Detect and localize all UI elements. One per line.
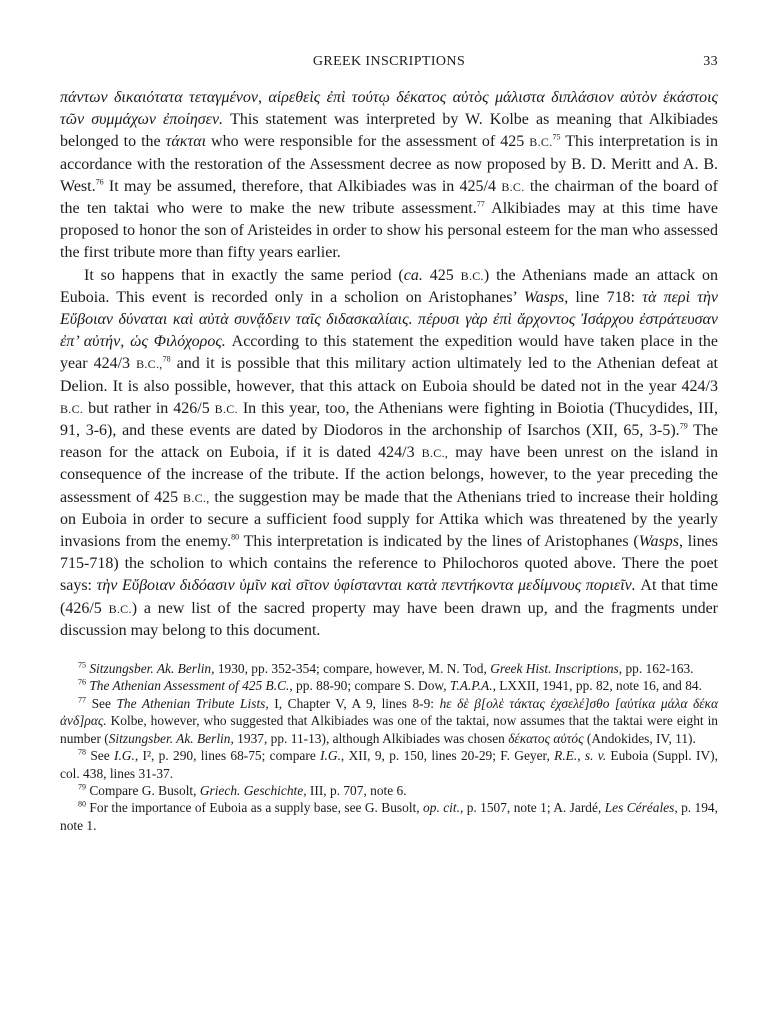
footnote-text: , XII, 9, p. 150, lines 20-29; F. Geyer, [340, 748, 555, 764]
footnote-text: , III, p. 707, note 6. [303, 782, 407, 798]
text-run: ) the Athenians made an attack on Euboia. This event is recorded only in a scholion on Aristophanes’ [60, 266, 719, 306]
footnote-text: hε δὲ β[ολὲ τάκτας ἐχσελέ]σθο [αὐτίκα μάλα δέκα ἀνδ]ρας. [60, 695, 718, 729]
footnote-text: Greek Hist. Inscriptions [490, 661, 619, 677]
text-run: According to this statement the expedition would have taken place in the year 424/3 [60, 333, 718, 373]
text-run: In this year, too, the Athenians were fighting in Boiotia (Thucydides, III, 91, 3-6), and these events are dated by Diodoros in the archonship of Isarchos (XII, 65, 3-5). [60, 399, 719, 440]
footnote-78 [60, 747, 718, 782]
text-run: and it is possible that this military action ultimately led to the Athenian defeat at Delion. It is also possible, however, that this attack on Euboia should be dated not in the year 424/3 [60, 355, 718, 395]
footnote-text: Les Céréales [604, 800, 675, 816]
footnote-text: Compare G. Busolt, [89, 782, 200, 798]
era-abbrev: B.C., [136, 357, 163, 372]
footnote-ref-78[interactable]: 78 [162, 355, 171, 365]
footnote-text: The Athenian Assessment of 425 B.C. [89, 678, 290, 694]
footnote-text: See [90, 748, 114, 764]
footnote-text: I.G. [114, 748, 135, 764]
greek-quote: πάντων δικαιότατα τεταγμένον, αἱρεθεὶς ἐπὶ τούτῳ δέκατος αὐτὸς μάλιστα διπλάσιον αὐτὸν ἑκάστοις τῶν συμμάχων ἐποίησεν. [60, 89, 718, 129]
era-abbrev: B.C. [501, 179, 525, 194]
footnote-text: Sitzungsber. Ak. Berlin [89, 661, 212, 677]
era-abbrev: B.C., [421, 446, 449, 461]
text-run: may have been unrest on the island in consequence of the increase of the tribute. If the action belongs, however, to the year preceding the assessment of 425 [60, 444, 719, 506]
running-head [60, 54, 718, 80]
footnote-text: , LXXII, 1941, pp. 82, note 16, and 84. [492, 678, 702, 694]
greek-quote: τὴν Εὔβοιαν διδόασιν ὑμῖν καὶ σῖτον ὑφίστανται κατὰ πεντήκοντα μεδίμνους ποριεῖν. [96, 577, 636, 595]
work-title: Wasps [523, 288, 565, 306]
text-run: The reason for the attack on Euboia, if it is dated 424/3 [60, 422, 718, 462]
text-run: , lines 715-718) the scholion to which contains the reference to Philochoros quoted above. There the poet says: [60, 533, 719, 595]
footnote-number: 79 [78, 782, 86, 792]
text-run: This statement was interpreted by W. Kolbe as meaning that Alkibiades belonged to the [60, 111, 719, 151]
era-abbrev: B.C. [529, 135, 553, 150]
footnote-text: δέκατος αὐτός [508, 730, 584, 746]
footnote-text: Euboia (Suppl. IV), col. 438, lines 31-37. [60, 748, 718, 781]
footnote-text: , I, Chapter V, A 9, lines 8-9: [265, 695, 440, 711]
greek-quote: τὰ περὶ τὴν Εὔβοιαν δύναται καὶ αὐτὰ συνᾄδειν ταῖς διδασκαλίαις. πέρυσι γὰρ ἐπὶ ἄρχοντος Ἰσάρχου ἐστράτευσαν ἐπ’ αὐτήν, ὡς Φιλόχορος. [60, 288, 718, 351]
footnote-77 [60, 695, 718, 747]
text-run: , line 718: [564, 288, 643, 306]
footnote-ref-77[interactable]: 77 [476, 199, 485, 209]
footnote-ref-79[interactable]: 79 [679, 421, 688, 431]
footnote-text: R.E. [554, 748, 578, 764]
footnote-text: I.G. [320, 748, 341, 764]
footnotes [60, 660, 718, 834]
text-run: ) a new list of the sacred property may have been drawn up, and the fragments under discussion may belong to this document. [60, 599, 719, 639]
footnote-text: , p. 194, note 1. [60, 800, 718, 833]
page-number: 33 [703, 54, 718, 69]
footnote-ref-80[interactable]: 80 [231, 532, 240, 542]
footnote-number: 75 [78, 660, 86, 670]
footnote-text: Kolbe, however, who suggested that Alkibiades was one of the taktai, now assumes that the taktai were eight in number ( [60, 713, 718, 746]
era-abbrev: B.C. [214, 401, 238, 416]
footnote-text: op. cit. [423, 800, 460, 816]
footnote-text: , pp. 162-163. [618, 661, 694, 677]
footnote-number: 76 [78, 678, 86, 688]
footnote-ref-75[interactable]: 75 [552, 133, 561, 143]
circa-abbrev: ca. [403, 266, 423, 284]
footnote-ref-76[interactable]: 76 [95, 177, 104, 187]
text-run: At that time (426/5 [60, 577, 719, 617]
era-abbrev: B.C., [183, 490, 210, 505]
footnote-text: Sitzungsber. Ak. Berlin [108, 730, 231, 746]
footnote-text: , pp. 88-90; compare S. Dow, [289, 678, 450, 694]
text-run: This interpretation is indicated by the lines of Aristophanes ( [239, 533, 639, 551]
footnote-80 [60, 799, 718, 834]
paragraph-2 [60, 265, 718, 642]
text-run: but rather in 426/5 [83, 399, 215, 417]
greek-term: τάκται [165, 133, 207, 151]
text-run: the suggestion may be made that the Athenians tried to increase their holding on Euboia in order to secure a sufficient food supply for Attika which was threatened by the yearly invasions from the enemy. [60, 488, 718, 551]
footnote-number: 80 [78, 799, 86, 809]
text-run: who were responsible for the assessment of 425 [206, 133, 530, 151]
footnote-text: T.A.P.A. [449, 678, 493, 694]
footnote-text: The Athenian Tribute Lists [116, 695, 266, 711]
footnote-text: , 1930, pp. 352-354; compare, however, M. N. Tod, [211, 661, 491, 677]
era-abbrev: B.C. [460, 268, 484, 283]
footnote-number: 78 [78, 747, 86, 757]
era-abbrev: B.C. [108, 601, 132, 616]
work-title: Wasps [638, 533, 679, 551]
text-run: This interpretation is in accordance with the restoration of the Assessment decree as now proposed by B. D. Meritt and A. B. West. [60, 133, 718, 195]
footnote-text: (Andokides, IV, 11). [583, 730, 696, 746]
text-run: It so happens that in exactly the same period ( [84, 266, 404, 284]
footnote-text: , I², p. 290, lines 68-75; compare [134, 748, 321, 764]
text-run: 425 [422, 266, 461, 284]
footnote-text: , 1937, pp. 11-13), although Alkibiades was chosen [230, 730, 509, 746]
footnote-text: For the importance of Euboia as a supply base, see G. Busolt, [89, 800, 424, 816]
footnote-76 [60, 677, 718, 694]
footnote-text: Griech. Geschichte [199, 782, 304, 798]
text-run: It may be assumed, therefore, that Alkibiades was in 425/4 [103, 177, 502, 195]
text-run: Alkibiades may at this time have proposed to honor the son of Aristeides in order to show his personal esteem for the man who assessed the first tribute more than fifty years earlier. [60, 200, 718, 262]
body-text [60, 87, 718, 642]
paragraph-1 [60, 87, 718, 265]
footnote-text: , p. 1507, note 1; A. Jardé, [459, 800, 605, 816]
footnote-text: See [91, 695, 117, 711]
footnote-75 [60, 660, 718, 677]
footnote-text: s. v. [584, 748, 607, 764]
running-head-title: GREEK INSCRIPTIONS [312, 54, 466, 69]
footnote-number: 77 [78, 695, 86, 705]
text-run: the chairman of the board of the ten taktai who were to make the new tribute assessment. [60, 177, 719, 218]
footnote-text: , [577, 748, 585, 764]
era-abbrev: B.C. [60, 401, 84, 416]
page [60, 54, 718, 834]
footnote-79 [60, 782, 718, 799]
